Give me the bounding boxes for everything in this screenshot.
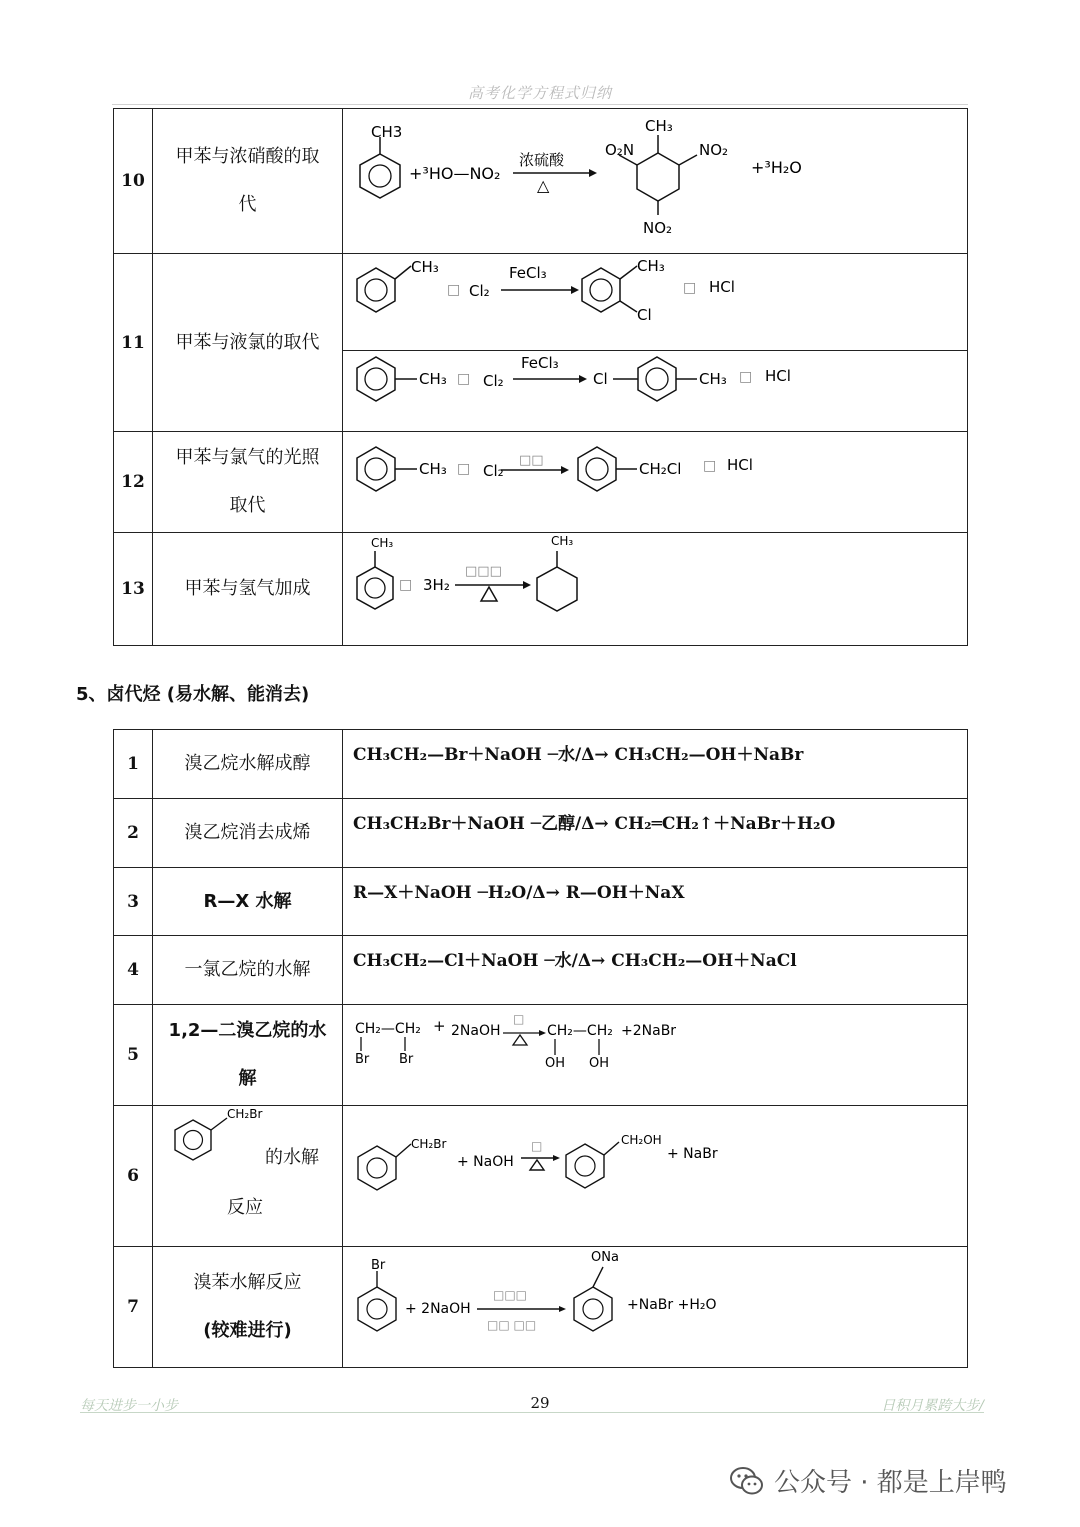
reaction-equation: [343, 109, 968, 254]
svg-text:CH₂OH: CH₂OH: [621, 1133, 662, 1147]
page-number: 29: [530, 1394, 550, 1412]
reaction-name: 甲苯与浓硝酸的取 代: [153, 109, 343, 254]
svg-text:FeCl₃: FeCl₃: [509, 264, 547, 282]
reaction-name: 溴乙烷水解成醇: [153, 730, 343, 799]
svg-text:+NaBr +H₂O: +NaBr +H₂O: [627, 1297, 717, 1313]
section-title: 5、卤代烃 (易水解、能消去): [76, 684, 310, 705]
reaction-equation: [343, 432, 968, 533]
svg-text:CH₃: CH₃: [411, 258, 439, 276]
footer-slogan-right: 日积月累跨大步/: [881, 1398, 984, 1414]
svg-text:HCl: HCl: [709, 278, 735, 296]
svg-text:+ 2NaOH: + 2NaOH: [405, 1301, 471, 1317]
svg-text:□: □: [531, 1139, 543, 1153]
svg-text:□□□: □□□: [493, 1288, 528, 1302]
row-number: 11: [114, 254, 153, 432]
svg-text:Br: Br: [355, 1052, 370, 1067]
equation-text: CH₃CH₂—Br＋NaOH ─水/Δ→ CH₃CH₂—OH＋NaBr: [353, 745, 804, 765]
table-row: [114, 254, 968, 351]
svg-text:CH₃: CH₃: [371, 536, 394, 550]
table-row: [114, 730, 968, 799]
reaction-equation: [343, 533, 968, 646]
svg-text:Br: Br: [399, 1052, 414, 1067]
page-header: 高考化学方程式归纳: [467, 84, 612, 102]
svg-text:CH₂—CH₂: CH₂—CH₂: [355, 1021, 421, 1037]
footer-rule: [80, 1412, 984, 1413]
svg-text:+³HO—NO₂: +³HO—NO₂: [409, 164, 501, 183]
svg-text:CH₂—CH₂: CH₂—CH₂: [547, 1023, 613, 1039]
svg-text:CH₃: CH₃: [419, 370, 447, 388]
reaction-equation: [343, 351, 968, 432]
equation-text: R—X＋NaOH ─H₂O/Δ→ R—OH＋NaX: [353, 883, 685, 903]
reaction-equation: [343, 254, 968, 351]
svg-text:CH₃: CH₃: [699, 370, 727, 388]
table-row: [114, 109, 968, 254]
bromobenzene-hydrolysis-svg: [343, 1247, 963, 1363]
svg-text:OH: OH: [545, 1056, 566, 1071]
svg-text:Cl: Cl: [637, 306, 652, 324]
table-row: [114, 936, 968, 1005]
table-row: [114, 1106, 968, 1247]
svg-text:+ NaOH: + NaOH: [457, 1154, 514, 1170]
svg-text:□: □: [513, 1012, 525, 1026]
svg-text:3H₂: 3H₂: [423, 576, 450, 594]
para-chlorination-svg: [343, 351, 963, 427]
svg-text:Cl₂: Cl₂: [483, 372, 504, 390]
hydrogenation-svg: [343, 533, 963, 641]
svg-text:2NaOH: 2NaOH: [451, 1023, 501, 1039]
wechat-watermark: [730, 1462, 1007, 1499]
reaction-equation: [343, 730, 968, 799]
reaction-name: 溴乙烷消去成烯: [153, 799, 343, 868]
row-number: 7: [114, 1247, 153, 1368]
reaction-name: 1,2—二溴乙烷的水 解: [153, 1005, 343, 1106]
ortho-chlorination-svg: [343, 254, 963, 346]
table-row: [114, 799, 968, 868]
svg-text:+ NaBr: + NaBr: [667, 1146, 718, 1162]
table-row: [114, 432, 968, 533]
svg-text:Br: Br: [371, 1258, 386, 1273]
svg-text:Cl₂: Cl₂: [483, 462, 504, 480]
svg-text:CH₂Br: CH₂Br: [411, 1137, 447, 1151]
photo-chlorination-svg: [343, 432, 963, 528]
reaction-equation: [343, 1005, 968, 1106]
reaction-name: 甲苯与液氯的取代: [153, 254, 343, 432]
svg-text:HCl: HCl: [765, 367, 791, 385]
equation-text: CH₃CH₂Br＋NaOH ─乙醇/Δ→ CH₂═CH₂↑＋NaBr＋H₂O: [353, 814, 836, 834]
svg-text:△: △: [537, 176, 550, 195]
reaction-equation: [343, 799, 968, 868]
reaction-equation: [343, 936, 968, 1005]
svg-text:□: □: [739, 369, 753, 385]
table-row: [114, 1005, 968, 1106]
svg-text:Cl: Cl: [593, 370, 608, 388]
row-number: 6: [114, 1106, 153, 1247]
svg-text:□: □: [683, 280, 697, 296]
svg-text:□: □: [457, 461, 471, 477]
reaction-equation: [343, 1247, 968, 1368]
svg-text:浓硫酸: 浓硫酸: [519, 151, 565, 169]
svg-text:□□ □□: □□ □□: [487, 1318, 537, 1332]
svg-text:CH₃: CH₃: [551, 534, 574, 548]
row-number: 5: [114, 1005, 153, 1106]
svg-text:CH₂Br: CH₂Br: [227, 1107, 263, 1121]
toluene-reactions-table: [113, 108, 968, 646]
header-rule: [112, 104, 968, 105]
reaction-name: CH₂Br 的水解 反应: [153, 1106, 343, 1247]
svg-text:+: +: [433, 1017, 446, 1035]
table-row: [114, 868, 968, 936]
svg-text:□□□: □□□: [465, 564, 502, 579]
svg-text:Cl₂: Cl₂: [469, 282, 490, 300]
reaction-name: 溴苯水解反应 (较难进行): [153, 1247, 343, 1368]
svg-text:CH3: CH3: [371, 123, 403, 141]
svg-text:CH₃: CH₃: [645, 117, 673, 135]
row-number: 13: [114, 533, 153, 646]
haloalkane-reactions-table: [113, 729, 968, 1368]
benzyl-bromide-hydrolysis-svg: [343, 1106, 963, 1242]
table-row: [114, 1247, 968, 1368]
row-number: 3: [114, 868, 153, 936]
reaction-name: R—X 水解: [153, 868, 343, 936]
svg-text:□: □: [457, 371, 471, 387]
reaction-equation: [343, 1106, 968, 1247]
svg-text:□: □: [703, 458, 717, 474]
svg-text:NO₂: NO₂: [699, 141, 729, 159]
wechat-icon: [730, 1466, 764, 1496]
svg-text:CH₂Cl: CH₂Cl: [639, 460, 682, 478]
equation-text: CH₃CH₂—Cl＋NaOH ─水/Δ→ CH₃CH₂—OH＋NaCl: [353, 951, 797, 971]
table-row: [114, 533, 968, 646]
svg-text:+2NaBr: +2NaBr: [621, 1023, 677, 1039]
svg-text:+³H₂O: +³H₂O: [751, 158, 802, 177]
svg-text:NO₂: NO₂: [643, 219, 673, 237]
svg-text:□: □: [399, 577, 413, 593]
reaction-name: 甲苯与氢气加成: [153, 533, 343, 646]
svg-text:CH₃: CH₃: [419, 460, 447, 478]
reaction-name: 一氯乙烷的水解: [153, 936, 343, 1005]
svg-text:HCl: HCl: [727, 456, 753, 474]
svg-text:OH: OH: [589, 1056, 610, 1071]
reaction-equation: [343, 868, 968, 936]
svg-text:FeCl₃: FeCl₃: [521, 354, 559, 372]
footer-slogan-left: 每天进步一小步: [80, 1398, 178, 1414]
reaction-name: 甲苯与氯气的光照 取代: [153, 432, 343, 533]
row-number: 2: [114, 799, 153, 868]
watermark-text: 公众号 · 都是上岸鸭: [774, 1468, 1007, 1498]
row-number: 12: [114, 432, 153, 533]
dibromoethane-hydrolysis-svg: [343, 1005, 963, 1101]
row-number: 1: [114, 730, 153, 799]
svg-text:□□: □□: [519, 453, 544, 468]
row-number: 10: [114, 109, 153, 254]
svg-text:O₂N: O₂N: [605, 141, 635, 159]
svg-text:CH₃: CH₃: [637, 257, 665, 275]
svg-text:□: □: [447, 282, 461, 298]
nitration-equation-svg: [343, 109, 963, 249]
row-number: 4: [114, 936, 153, 1005]
svg-text:ONa: ONa: [591, 1250, 619, 1265]
